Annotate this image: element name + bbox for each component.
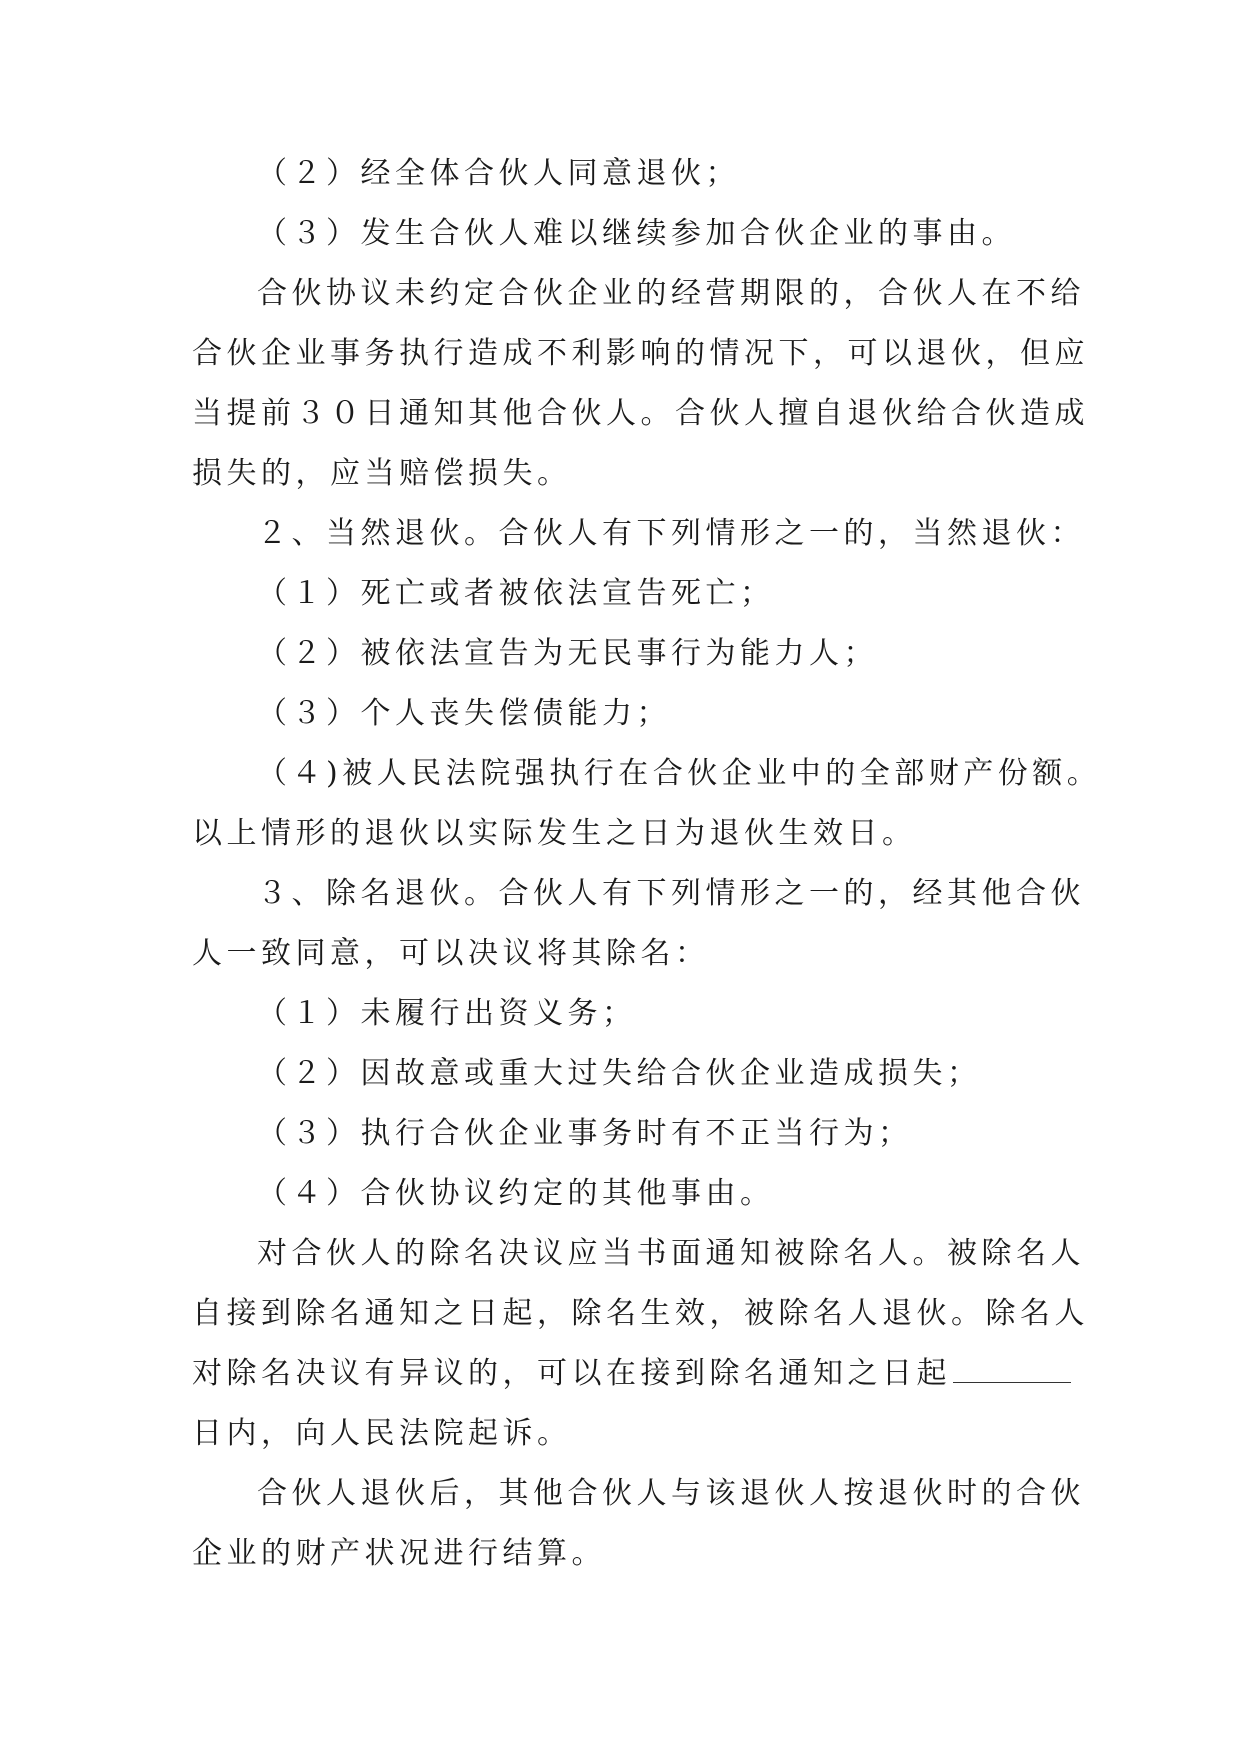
fill-in-blank: [953, 1354, 1071, 1383]
text-line: （１）死亡或者被依法宣告死亡；: [257, 576, 775, 611]
text-line-with-blank: [192, 1350, 1052, 1398]
text-line: （２）被依法宣告为无民事行为能力人；: [257, 636, 878, 671]
text-line: 当提前３０日通知其他合伙人。合伙人擅自退伙给合伙造成: [192, 396, 1089, 431]
text-line: ２、当然退伙。合伙人有下列情形之一的，当然退伙：: [257, 516, 1085, 551]
text-line: （４)被人民法院强执行在合伙企业中的全部财产份额。: [257, 756, 1102, 791]
text-line: 人一致同意，可以决议将其除名：: [192, 936, 710, 971]
text-line: 自接到除名通知之日起，除名生效，被除名人退伙。除名人: [192, 1296, 1089, 1331]
text-line: （２）因故意或重大过失给合伙企业造成损失；: [257, 1056, 982, 1091]
text-line: （２）经全体合伙人同意退伙；: [257, 156, 740, 191]
text-line: （３）执行合伙企业事务时有不正当行为；: [257, 1116, 913, 1151]
text-line: 合伙企业事务执行造成不利影响的情况下，可以退伙，但应: [192, 336, 1089, 371]
text-line: 对合伙人的除名决议应当书面通知被除名人。被除名人: [257, 1236, 1085, 1271]
text-line: 损失的，应当赔偿损失。: [192, 456, 572, 491]
text-segment: 对除名决议有异议的，可以在接到除名通知之日起: [192, 1356, 951, 1391]
text-line: （３）个人丧失偿债能力；: [257, 696, 671, 731]
text-line: （３）发生合伙人难以继续参加合伙企业的事由。: [257, 216, 1016, 251]
text-line: 合伙协议未约定合伙企业的经营期限的，合伙人在不给: [257, 276, 1085, 311]
text-line: 企业的财产状况进行结算。: [192, 1536, 606, 1571]
text-line: 以上情形的退伙以实际发生之日为退伙生效日。: [192, 816, 917, 851]
text-line: （４）合伙协议约定的其他事由。: [257, 1176, 775, 1211]
text-line: 日内，向人民法院起诉。: [192, 1416, 572, 1451]
text-line: ３、除名退伙。合伙人有下列情形之一的，经其他合伙: [257, 876, 1085, 911]
text-line: 合伙人退伙后，其他合伙人与该退伙人按退伙时的合伙: [257, 1476, 1085, 1511]
text-line: （１）未履行出资义务；: [257, 996, 637, 1031]
